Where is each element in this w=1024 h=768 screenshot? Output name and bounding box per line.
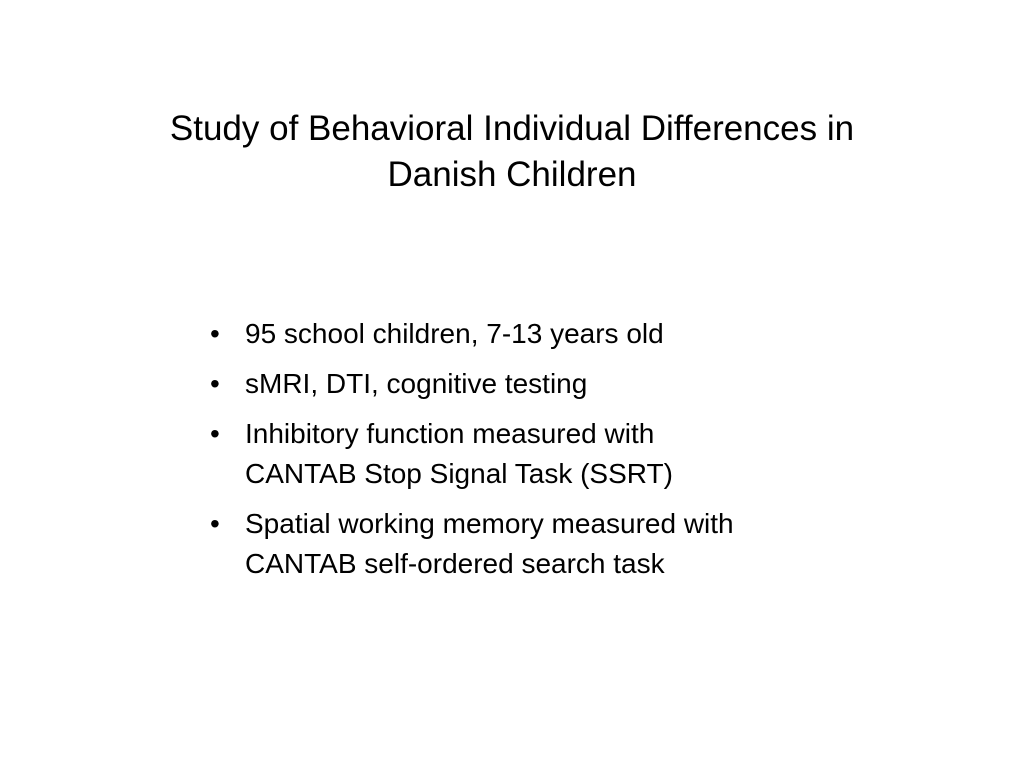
bullet-item — [210, 364, 910, 404]
slide-title — [100, 106, 924, 198]
bullet-item — [210, 504, 910, 584]
bullet-text — [245, 504, 910, 584]
bullet-text — [245, 364, 910, 404]
slide-title-line: Study of Behavioral Individual Differences in — [169, 109, 855, 148]
bullet-dot-icon: • — [210, 368, 220, 399]
bullet-line: sMRI, DTI, cognitive testing — [245, 368, 588, 399]
bullet-item — [210, 314, 910, 354]
slide-title-line: Danish Children — [387, 155, 637, 194]
bullet-text — [245, 414, 910, 494]
bullet-line: Inhibitory function measured with — [245, 418, 655, 449]
bullet-line: Spatial working memory measured with — [245, 508, 734, 539]
bullet-dot-icon: • — [210, 508, 220, 539]
bullet-list — [210, 314, 910, 594]
bullet-text — [245, 314, 910, 354]
bullet-dot-icon: • — [210, 318, 220, 349]
bullet-line: CANTAB self-ordered search task — [245, 548, 665, 579]
bullet-item — [210, 414, 910, 494]
bullet-line: CANTAB Stop Signal Task (SSRT) — [245, 458, 673, 489]
bullet-dot-icon: • — [210, 418, 220, 449]
bullet-line: 95 school children, 7-13 years old — [245, 318, 664, 349]
